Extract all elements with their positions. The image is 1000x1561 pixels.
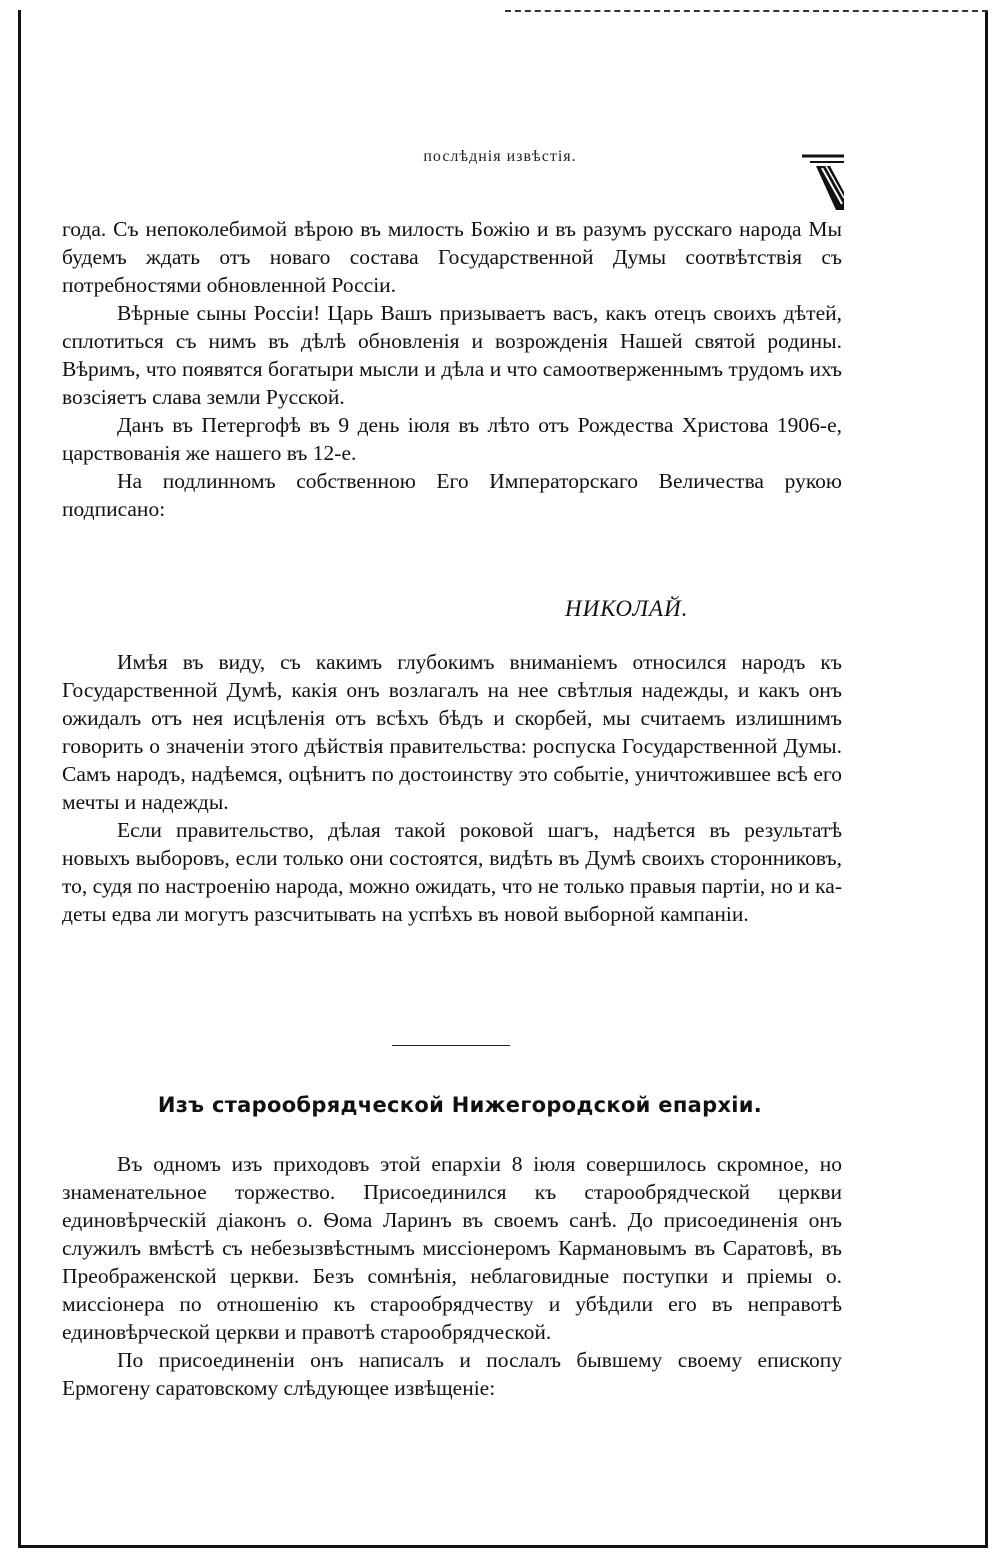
commentary-paragraph: Если правительство, дѣлая такой роковой шагъ, надѣется въ результатѣ новыхъ выборовъ, если только они состоятся, видѣть въ Думѣ своихъ сторонниковъ, то, судя по настроенію народа, можно ожидать, что не только правыя партіи, но и ка-деты едва ли могутъ разсчитывать на успѣхъ въ новой выборной кампаніи. (62, 818, 842, 926)
manifesto-paragraph: На подлинномъ собственною Его Императорскаго Величества рукою подписано: (62, 469, 842, 521)
signature: НИКОЛАЙ. (565, 596, 689, 621)
page-corner-mark (800, 152, 846, 216)
section-paragraph: Въ одномъ изъ приходовъ этой епархіи 8 іюля совершилось скромное, но знаменательное торжество. Присоединился къ старообрядческой церкви единовѣрческій діаконъ о. Ѳома Ларинъ въ своемъ санѣ. До присоединенія онъ служилъ вмѣстѣ съ небезызвѣстнымъ миссіонеромъ Кармановымъ въ Саратовѣ, въ Преображенской церкви. Безъ сомнѣнія, неблаговидные поступки и пріемы о. миссіонера по отношенію къ старообрядчеству и убѣдили его въ неправотѣ единовѣрческой церкви и правотѣ старообрядческой. (62, 1152, 842, 1344)
running-head: послѣднія извѣстія. (423, 148, 577, 165)
manifesto-paragraph: года. Съ непоколебимой вѣрою въ милость Божію и въ разумъ русскаго народа Мы будемъ ждать отъ новаго состава Государственной Думы соотвѣтствія съ потребностями обновленной Россіи. (62, 217, 842, 297)
section-paragraph: По присоединеніи онъ написалъ и послалъ бывшему своему епископу Ермогену саратовскому слѣдующее извѣщеніе: (62, 1348, 842, 1400)
manifesto-text (62, 215, 842, 523)
commentary-text (62, 648, 842, 928)
manifesto-paragraph: Вѣрные сыны Россіи! Царь Вашъ призываетъ васъ, какъ отецъ своихъ дѣтей, сплотиться съ нимъ въ дѣлѣ обновленія и возрожденія Нашей святой родины. Вѣримъ, что появятся богатыри мысли и дѣла и что самоотверженнымъ трудомъ ихъ возсіяетъ слава земли Русской. (62, 301, 842, 409)
commentary-paragraph: Имѣя въ виду, съ какимъ глубокимъ вниманіемъ относился народъ къ Государственной Думѣ, какія онъ возлагалъ на нее свѣтлыя надежды, и какъ онъ ожидалъ отъ нея исцѣленія отъ всѣхъ бѣдъ и скорбей, мы считаемъ излишнимъ говорить о значеніи этого дѣйствія правительства: роспуска Государственной Думы. Самъ народъ, надѣемся, оцѣнитъ по достоинству это событіе, уничтожившее всѣ его мечты и надежды. (62, 650, 842, 814)
top-rule (505, 10, 988, 12)
section-text (62, 1150, 842, 1402)
manifesto-paragraph: Данъ въ Петергофѣ въ 9 день іюля въ лѣто отъ Рождества Христова 1906-е, царствованія же нашего въ 12-е. (62, 413, 842, 465)
section-heading: Изъ старообрядческой Нижегородской епархіи. (157, 1093, 763, 1117)
section-divider (392, 1045, 510, 1046)
